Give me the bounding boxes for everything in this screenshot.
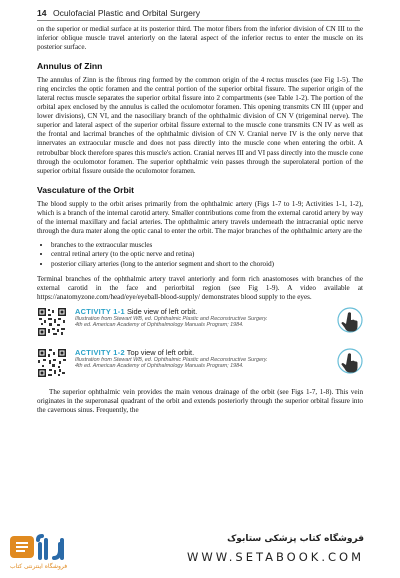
activity-caption: [75, 348, 363, 370]
activity-label[interactable]: ACTIVITY 1-2: [75, 347, 125, 357]
section-heading-annulus: Annulus of Zinn: [37, 61, 103, 72]
activity-credit: Illustration from Stewart WB, ed. Ophthalmic Plastic and Reconstructive Surgery.: [75, 315, 268, 322]
activity-label[interactable]: ACTIVITY 1-1: [75, 306, 125, 316]
activity-caption: [75, 307, 363, 329]
tap-hand-icon[interactable]: [337, 307, 363, 335]
activity-credit: Illustration from Stewart WB, ed. Ophthalmic Plastic and Reconstructive Surgery.: [75, 356, 268, 363]
intro-paragraph: on the superior or medial surface at its posterior third. The motor fibers from the inferior division of CN III to the inferior oblique muscle travel anteriorly on the lateral aspect of the inferior rectus to enter the muscle on its posterior surface.: [37, 25, 363, 52]
page-content: [37, 25, 363, 420]
terminal-branches-paragraph: Terminal branches of the ophthalmic artery travel anteriorly and form rich anastomoses with branches of the external carotid in the face and periorbital region (see Fig 1-9). A video available at https://anatomyzone.com/head/eye/eyeball-blood-supply/ demonstrates blood supply to the eyes.: [37, 274, 363, 301]
book-title: Oculofacial Plastic and Orbital Surgery: [52, 8, 201, 18]
list-item: • central retinal artery (to the optic nerve and retina): [51, 250, 363, 260]
list-item: • posterior ciliary arteries (long to the anterior segment and short to the choroid): [51, 260, 363, 270]
closing-paragraph: The superior ophthalmic vein provides the main venous drainage of the orbit (see Figs 1-7, 1-8). This vein originates in the superonasal quadrant of the orbit and extends posteriorly through the superior orbital fissure into the cavernous sinus. Frequently, the: [37, 387, 363, 414]
header-rule: [37, 20, 360, 21]
setabook-logo[interactable]: [10, 532, 150, 570]
list-item: • branches to the extraocular muscles: [51, 241, 363, 251]
activity-description: Top view of left orbit.: [126, 347, 195, 357]
watermark-footer: [0, 528, 400, 578]
website-link[interactable]: WWW.SETABOOK.COM: [186, 550, 364, 564]
annulus-paragraph: The annulus of Zinn is the fibrous ring formed by the common origin of the 4 rectus muscles (see Fig 1-5). The ring encircles the optic foramen and the central portion of the superior orbital fissure. The superior origin of the lateral rectus muscle separates the superior orbital fissure into 2 compartments (see Table 1-2). The portion of the orbital apex enclosed by the annulus is called the oculomotor foramen. This opening transmits CN III (upper and lower divisions), CN VI, and the nasociliary branch of the ophthalmic division of CN V (trigeminal nerve). The superior and lateral aspect of the superior orbital fissure external to the muscle cone transmits CN IV as well as the frontal and lacrimal branches of the ophthalmic division of CN V. Cranial nerve IV is the only nerve that innervates an extraocular muscle and does not pass directly into the muscle cone when entering the orbit. A retrobulbar block therefore spares this muscle's action. Cranial nerves III and VI pass directly into the muscle cone through the oculomotor foramen. The superior ophthalmic vein passes through the superolateral portion of the superior orbital fissure outside the oculomotor foramen.: [37, 76, 363, 175]
activity-credit: 4th ed. American Academy of Ophthalmology Manuals Program; 1984.: [75, 363, 244, 370]
activity-1-1[interactable]: [37, 307, 363, 343]
logo-mark-icon: [10, 532, 70, 562]
qr-code-icon[interactable]: [37, 348, 67, 378]
page-number: 14: [37, 8, 47, 18]
qr-code-icon[interactable]: [37, 307, 67, 337]
artery-branch-list: [37, 241, 363, 270]
running-head: [37, 8, 200, 18]
logo-subtext: فروشگاه اینترنتی کتاب: [10, 563, 68, 570]
shop-name: فروشگاه کتاب پزشکی ستابوک: [227, 534, 364, 544]
tap-hand-icon[interactable]: [337, 348, 363, 376]
activity-1-2[interactable]: [37, 348, 363, 384]
vasculature-paragraph: The blood supply to the orbit arises primarily from the ophthalmic artery (Figs 1-7 to 1-9; Activities 1-1, 1-2), which is a branch of the internal carotid artery. Smaller contributions come from the external carotid artery by way of the internal maxillary and facial arteries. The ophthalmic artery travels underneath the intracranial optic nerve through the dura mater along the optic canal to enter the orbit. The major branches of the ophthalmic artery are the: [37, 199, 363, 235]
section-heading-vasculature: Vasculature of the Orbit: [37, 184, 134, 195]
logo-text: ستابوک: [10, 532, 14, 533]
activity-description: Side view of left orbit.: [126, 306, 198, 316]
activity-credit: 4th ed. American Academy of Ophthalmology Manuals Program; 1984.: [75, 322, 244, 329]
